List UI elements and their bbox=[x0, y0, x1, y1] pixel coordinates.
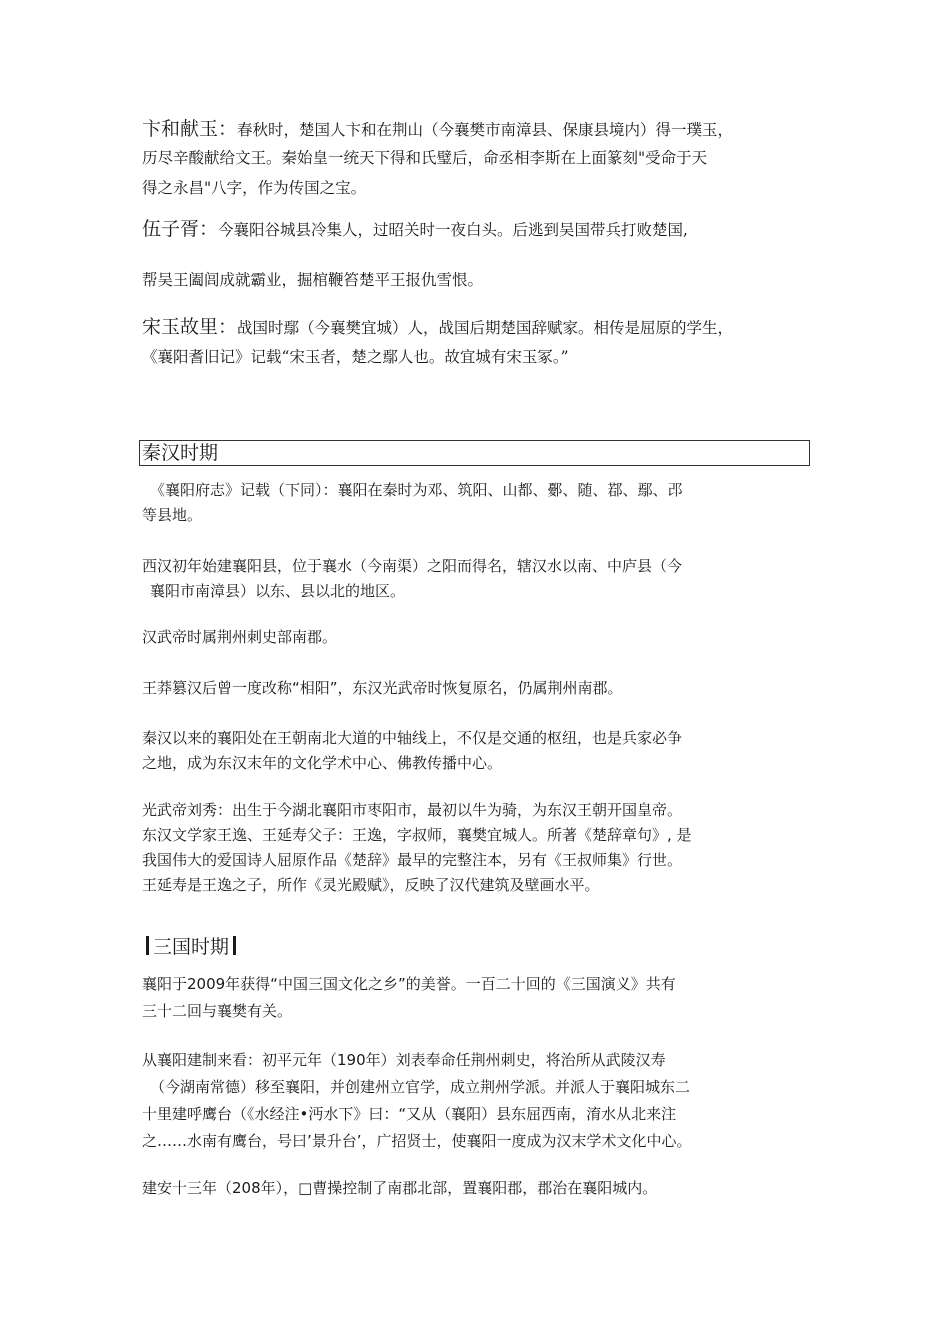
paragraph bbox=[142, 1047, 822, 1155]
entry-wu-zixu bbox=[142, 214, 822, 245]
text-line: 汉武帝时属荆州刺史部南郡。 bbox=[142, 628, 338, 646]
text-line: 十里建呼鹰台（《水经注•沔水下》曰：“又从（襄阳）县东屈西南，淯水从北来注 bbox=[142, 1105, 677, 1123]
heading-text: 三国时期 bbox=[153, 936, 230, 958]
entry-text: 历尽辛酸献给文王。秦始皇一统天下得和氏璧后，命丞相李斯在上面篆刻"受命于天 bbox=[142, 149, 708, 167]
text-line: 等县地。 bbox=[142, 506, 203, 524]
paragraph bbox=[142, 971, 822, 1025]
text-line: 之地，成为东汉末年的文化学术中心、佛教传播中心。 bbox=[142, 754, 503, 772]
paragraph bbox=[142, 1175, 822, 1202]
entry-title: 卞和献玉： bbox=[142, 118, 238, 140]
entry-text: 《襄阳耆旧记》记载“宋玉者，楚之鄢人也。故宜城有宋玉冢。” bbox=[142, 348, 569, 366]
paragraph bbox=[142, 798, 822, 898]
text-line: 之……水南有鹰台，号曰’景升台’，广招贤士，使襄阳一度成为汉末学术文化中心。 bbox=[142, 1132, 692, 1150]
text-line: 光武帝刘秀：出生于今湖北襄阳市枣阳市，最初以牛为骑，为东汉王朝开国皇帝。 bbox=[142, 801, 683, 819]
section-heading-qin-han: 秦汉时期 bbox=[139, 440, 810, 466]
entry-text: 战国时鄢（今襄樊宜城）人，战国后期楚国辞赋家。相传是屈原的学生， bbox=[237, 319, 734, 337]
entry-text: 得之永昌"八字，作为传国之宝。 bbox=[142, 179, 367, 197]
text-line: 襄阳于2009年获得“中国三国文化之乡”的美誉。一百二十回的《三国演义》共有 bbox=[142, 975, 676, 993]
text-line: 秦汉以来的襄阳处在王朝南北大道的中轴线上，不仅是交通的枢纽，也是兵家必争 bbox=[142, 729, 683, 747]
paragraph bbox=[142, 478, 822, 528]
text-line: 襄阳市南漳县）以东、县以北的地区。 bbox=[150, 582, 406, 600]
text-line: 三十二回与襄樊有关。 bbox=[142, 1002, 293, 1020]
text-line: （今湖南常德）移至襄阳，并创建州立官学，成立荆州学派。并派人于襄阳城东二 bbox=[150, 1078, 691, 1096]
entry-bian-he bbox=[142, 116, 822, 203]
paragraph bbox=[142, 676, 822, 701]
paragraph bbox=[142, 726, 822, 776]
entry-title: 宋玉故里： bbox=[142, 316, 238, 338]
heading-bar-right bbox=[233, 936, 236, 955]
paragraph bbox=[142, 625, 822, 650]
entry-text: 帮吴王阖闾成就霸业，掘棺鞭笞楚平王报仇雪恨。 bbox=[142, 271, 484, 289]
text-line: 建安十三年（208年），□曹操控制了南郡北部，置襄阳郡，郡治在襄阳城内。 bbox=[142, 1179, 658, 1197]
text-line: 王延寿是王逸之子，所作《灵光殿赋》，反映了汉代建筑及壁画水平。 bbox=[142, 876, 600, 894]
text-line: 东汉文学家王逸、王延寿父子：王逸，字叔师，襄樊宜城人。所著《楚辞章句》, 是 bbox=[142, 826, 692, 844]
entry-title: 伍子胥： bbox=[142, 218, 219, 240]
text-line: 从襄阳建制来看：初平元年（190年）刘表奉命任荆州刺史，将治所从武陵汉寿 bbox=[142, 1051, 666, 1069]
entry-text: 春秋时，楚国人卞和在荆山（今襄樊市南漳县、保康县境内）得一璞玉， bbox=[237, 121, 734, 139]
entry-song-yu bbox=[142, 312, 822, 371]
text-line: 《襄阳府志》记载（下同）：襄阳在秦时为邓、筑阳、山都、鄾、随、鄀、鄢、邔 bbox=[150, 481, 683, 499]
paragraph bbox=[142, 554, 822, 604]
text-line: 西汉初年始建襄阳县，位于襄水（今南渠）之阳而得名，辖汉水以南、中庐县（今 bbox=[142, 557, 683, 575]
section-heading-three-kingdoms bbox=[142, 934, 240, 960]
heading-bar-left bbox=[146, 936, 149, 955]
text-line: 我国伟大的爱国诗人屈原作品《楚辞》最早的完整注本，另有《王叔师集》行世。 bbox=[142, 851, 683, 869]
entry-text: 今襄阳谷城县冷集人，过昭关时一夜白头。后逃到吴国带兵打败楚国, bbox=[218, 221, 688, 239]
text-line: 王莽篡汉后曾一度改称“相阳”，东汉光武帝时恢复原名，仍属荆州南郡。 bbox=[142, 679, 623, 697]
